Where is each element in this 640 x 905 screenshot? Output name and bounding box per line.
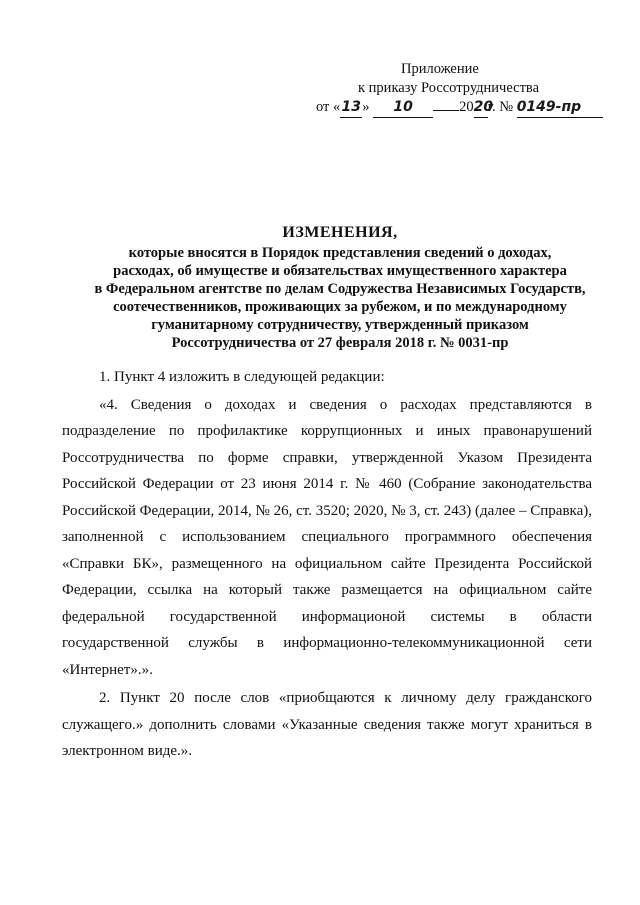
- date-month-handwritten: 10: [393, 99, 413, 115]
- date-prefix: от «: [316, 99, 341, 115]
- order-number-prefix: г. №: [487, 99, 514, 115]
- date-day-handwritten: 13: [341, 99, 362, 115]
- heading-line: Россотрудничества от 27 февраля 2018 г. № 0031-пр: [171, 335, 509, 351]
- date-year-field: [473, 98, 494, 118]
- appendix-date-line: [300, 98, 620, 118]
- heading-title: ИЗМЕНЕНИЯ,: [282, 224, 398, 241]
- heading-line: гуманитарному сотрудничеству, утвержденный приказом: [151, 317, 529, 333]
- date-day-field: [340, 98, 362, 118]
- appendix-title: Приложение: [401, 61, 479, 77]
- date-year-handwritten: 20: [473, 99, 494, 115]
- heading-line: соотечественников, проживающих за рубежом, и по международному: [113, 299, 567, 315]
- year-prefix: 20: [459, 99, 474, 115]
- paragraph-2: 2. Пункт 20 после слов «приобщаются к личному делу гражданского служащего.» дополнить словами «Указанные сведения также могут храниться в электронном виде.».: [62, 690, 592, 759]
- document-heading: [40, 224, 640, 352]
- order-number-field: [517, 98, 603, 118]
- appendix-order-ref: к приказу Россотрудничества: [358, 80, 540, 96]
- heading-line: в Федеральном агентстве по делам Содружества Независимых Государств,: [94, 281, 586, 297]
- date-quote-close: »: [362, 99, 370, 115]
- paragraph-1: 1. Пункт 4 изложить в следующей редакции:: [99, 369, 385, 385]
- date-month-field: [373, 98, 433, 118]
- order-number-handwritten: 0149-пр: [516, 99, 582, 115]
- document-body: [62, 364, 592, 765]
- heading-line: расходах, об имуществе и обязательствах имущественного характера: [113, 263, 567, 279]
- heading-line: которые вносятся в Порядок представления сведений о доходах,: [128, 245, 552, 261]
- paragraph-quoted-item-4: «4. Сведения о доходах и сведения о расходах представляются в подразделение по профилактике коррупционных и иных правонарушений Россотрудничества по форме справки, утвержденной Указом Президента Российской Федерации от 23 июня 2014 г. № 460 (Собрание законодательства Российской Федерации, 2014, № 26, ст. 3520; 2020, № 3, ст. 243) (далее – Справка), заполненной с использованием специального программного обеспечения «Справки БК», размещенного на официальном сайте Президента Российской Федерации, ссылка на который также размещается на официальном сайте федеральной государственной информационой системы в области государственной службы в информационно-телекоммуникационной сети «Интернет».».: [62, 396, 592, 678]
- date-gap-line: [433, 110, 459, 111]
- appendix-block: [300, 60, 620, 118]
